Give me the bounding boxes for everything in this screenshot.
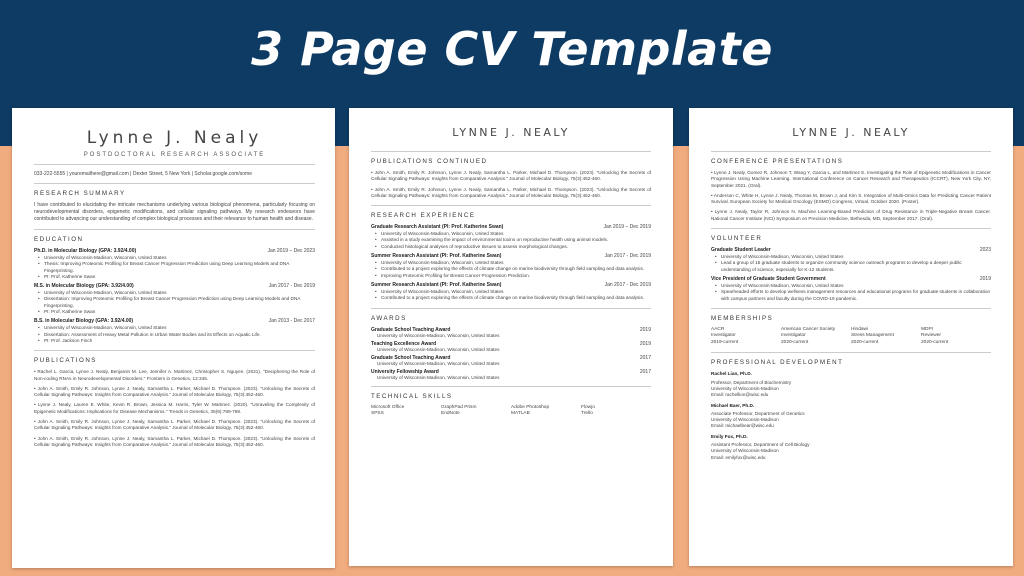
- entry-title: University Fellowship Award: [371, 368, 439, 375]
- divider: [371, 205, 651, 206]
- membership-cell: Reviewer: [921, 333, 941, 339]
- bullet-item: • Thesis: Improving Proteomic Profiling for Breast Cancer Progression Prediction using Deep Learning Models and DNA Fingerprinting.: [34, 261, 315, 274]
- publication-list: [371, 170, 651, 199]
- divider: [34, 183, 315, 184]
- bullet-item: • Dissertation: Assessment of Heavy Metal Pollution in Urban Water Bodies and its Effects on Aquatic Life.: [34, 332, 315, 338]
- bullet-item: • Lead a group of 15 graduate students to organize community science outreach programs to develop a deeper public understanding of science, especially for K-12 students.: [711, 260, 991, 273]
- membership-cell: 2020-current: [851, 339, 879, 345]
- bullet-item: • PI: Prof. Jackson Finch: [34, 338, 315, 344]
- entry-title: Graduate Student Leader: [711, 247, 771, 254]
- entry-header: [711, 276, 991, 282]
- entry-organization: University of Wisconsin-Madison, Wisconsin, United States: [377, 332, 500, 338]
- skills-grid: [371, 405, 651, 418]
- entry-title: Summer Research Assistant (PI: Prof. Katherine Swan): [371, 281, 502, 288]
- bullet-item: • Contributed to a project exploring the effects of climate change on marine biodiversity through field sampling and data analysis.: [371, 266, 651, 272]
- section-heading-research: RESEARCH EXPERIENCE: [371, 212, 476, 220]
- divider: [34, 164, 315, 165]
- entry-date: 2017: [639, 354, 651, 361]
- bullet-item: • PI: Prof. Katherine Swan: [34, 274, 315, 280]
- section-heading-education: EDUCATION: [34, 236, 84, 243]
- bullet-list: [711, 283, 991, 302]
- reference-name: Rachel Lian, Ph.D.: [711, 371, 752, 377]
- entry-date: Jan 2013 - Dec 2017: [268, 318, 315, 325]
- conference-item: • Anderson C, White H, Lynne J. Nealy, Thomas M, Brown J, and Kim S. Integration of Multi-Omics Data for Predicting Cancer Patient Survival. European Society for Medical Oncology (ESMO) Congress, Virtual, October 2020. (Poster).: [711, 192, 991, 205]
- entry-header: [34, 248, 315, 254]
- section-heading-awards: AWARDS: [371, 314, 407, 322]
- entry-title: Graduate School Teaching Award: [371, 326, 451, 333]
- entry-date: Jan 2017 - Dec 2019: [268, 283, 315, 290]
- bullet-item: • University of Wisconsin-Madison, Wisconsin, United States: [371, 260, 651, 266]
- membership-cell: Investigator: [781, 333, 806, 339]
- membership-cell: 2020-current: [921, 339, 949, 345]
- entry-organization: University of Wisconsin-Madison, Wisconsin, United States: [377, 346, 500, 352]
- bullet-item: • University of Wisconsin-Madison, Wisconsin, United States: [34, 325, 315, 331]
- divider: [34, 229, 315, 230]
- bullet-item: • Assisted in a study examining the impact of environmental toxins on reproductive health using animal models.: [371, 237, 651, 243]
- education-list: [34, 248, 315, 344]
- memberships-grid: [711, 327, 991, 347]
- section-heading-skills: TECHNICAL SKILLS: [371, 392, 453, 400]
- reference-line: University of Wisconsin-Madison: [711, 385, 779, 391]
- entry-title: Ph.D. in Molecular Biology (GPA: 3.92/4.00): [34, 248, 137, 254]
- publication-list: [34, 369, 315, 448]
- bullet-item: • Conducted histological analyses of reproductive tissues to assess morphological changes.: [371, 244, 651, 250]
- conference-item: • Lynne J. Nealy, Gomez R, Johnson T, Wang Y, Garcia L, and Martinez E. Investigating the Role of Epigenetic Modifications in Cancer Progression Using Machine Learning. International Conference on Cancer Research and Therapeutics (ICCRT), New York City, NY, September 2021. (Oral).: [711, 170, 991, 188]
- bullet-list: [34, 325, 315, 344]
- bullet-item: • University of Wisconsin-Madison, Wisconsin, United States: [371, 289, 651, 295]
- conference-list: [711, 170, 991, 222]
- headline: 3 Page CV Template: [251, 22, 773, 76]
- divider: [711, 308, 991, 309]
- membership-cell: American Cancer Society: [781, 326, 836, 332]
- volunteer-list: [711, 247, 991, 302]
- reference-line: Email: rachellion@wisc.edu: [711, 392, 769, 398]
- reference-line: Assistant Professor, Department of Cell Biology: [711, 442, 810, 448]
- reference-name: Michael Baer, Ph.D.: [711, 402, 755, 408]
- skill-item: GraphPad Prism: [441, 404, 477, 410]
- reference-name: Emily Fox, Ph.D.: [711, 433, 748, 439]
- publication-item: • John A. Smith, Emily R. Johnson, Lynne J. Nealy, Samantha L. Parker, Michael D. Thompson. (2023). "Unlocking the Secrets of Cellular Signaling Pathways: Insights from Comparative Analysis." Journal of Molecular Biology, 75(3):452-460.: [34, 419, 315, 431]
- membership-cell: Investigator: [711, 333, 736, 339]
- skill-item: EndNote: [441, 411, 460, 417]
- membership-cell: 2019-current: [711, 339, 739, 345]
- publication-item: • John A. Smith, Emily R. Johnson, Lynne J. Nealy, Samantha L. Parker, Michael D. Thompson. (2023). "Unlocking the Secrets of Cellular Signaling Pathways: Insights from Comparative Analysis." Journal of Molecular Biology, 75(3):452-460.: [371, 170, 651, 182]
- section-heading-memberships: MEMBERSHIPS: [711, 314, 774, 322]
- entry-header: [34, 283, 315, 289]
- skill-item: Trello: [581, 411, 593, 417]
- entry-title: Summer Research Assistant (PI: Prof. Katherine Swan): [371, 253, 502, 260]
- entry-date: 2019: [979, 275, 991, 282]
- entry-title: M.S. in Molecular Biology (GPA: 3.92/4.00): [34, 283, 134, 290]
- membership-cell: Hindawi: [851, 326, 869, 332]
- entry-organization: University of Wisconsin-Madison, Wisconsin, United States: [377, 374, 500, 380]
- entry-title: Graduate School Teaching Award: [371, 354, 451, 361]
- bullet-item: • University of Wisconsin-Madison, Wisconsin, United States: [711, 283, 991, 289]
- reference-line: Email: michaelbear@wisc.edu: [711, 423, 774, 429]
- divider: [371, 308, 651, 309]
- skill-item: Microsoft Office: [371, 404, 405, 410]
- cv-page-2: [349, 108, 673, 566]
- publication-item: • John A. Smith, Emily R. Johnson, Lynne J. Nealy, Samantha L. Parker, Michael D. Thompson. (2023). "Unlocking the Secrets of Cellular Signaling Pathways: Insights from Comparative Analysis." Journal of Molecular Biology, 75(3):452-460.: [34, 435, 315, 447]
- cv-page-1: [12, 108, 335, 568]
- reference-line: Email: emilyfox@wisc.edu: [711, 454, 766, 460]
- summary-text: I have contributed to elucidating the intricate mechanisms underlying various biological phenomena, particularly focusing on neurodevelopmental disorders, epigenetic modifications, and cellular signaling pathways. My research endeavors have contributed to advancing our understanding of complex biological processes and their relevance to human health and disease.: [34, 202, 315, 222]
- divider: [711, 151, 991, 152]
- entry-organization: University of Wisconsin-Madison, Wisconsin, United States: [377, 360, 500, 366]
- awards-list: [371, 327, 651, 380]
- divider: [711, 228, 991, 229]
- entry-header: [371, 224, 651, 230]
- membership-cell: 2020-current: [781, 339, 809, 345]
- reference-line: Associate Professor, Department of Genetics: [711, 410, 805, 416]
- divider: [711, 352, 991, 353]
- entry-title: Teaching Excellence Award: [371, 340, 437, 347]
- entry-date: Jan 2017 - Dec 2019: [604, 253, 651, 260]
- entry-header: [371, 253, 651, 259]
- entry-title: Graduate Research Assistant (PI: Prof. Katherine Swan): [371, 224, 504, 231]
- bullet-item: • Contributed to a project exploring the effects of climate change on marine biodiversity through field sampling and data analysis.: [371, 295, 651, 301]
- reference-line: University of Wisconsin-Madison: [711, 448, 779, 454]
- reference-line: Professor, Department of Biochemistry: [711, 379, 792, 385]
- entry-date: Jan 2019 – Dec 2019: [603, 224, 651, 231]
- section-heading-conferences: CONFERENCE PRESENTATIONS: [711, 158, 844, 165]
- bullet-item: • University of Wisconsin-Madison, Wisconsin, United States: [711, 254, 991, 260]
- bullet-item: • Spearheaded efforts to develop wellness management resources and educational programs for graduate students in collaboration with campus partners and faculty during the COVID-19 pandemic.: [711, 289, 991, 302]
- contact-line: 033-222-5555 | youremailhere@gmail.com | Dexter Street, 5 New York | Scholar.google.com/some: [34, 171, 252, 177]
- bullet-list: [711, 254, 991, 273]
- bullet-item: • University of Wisconsin-Madison, Wisconsin, United States: [34, 290, 315, 296]
- bullet-item: • University of Wisconsin-Madison, Wisconsin, United States: [371, 231, 651, 237]
- skill-item: SPSS: [371, 411, 384, 417]
- bullet-item: • Dissertation: Improving Proteomic Profiling for Breast Cancer Progression Prediction using Deep Learning Models and DNA Fingerprinting.: [34, 296, 315, 309]
- cv-name: LYNNE J. NEALY: [792, 126, 910, 139]
- section-heading-publications-continued: PUBLICATIONS CONTINUED: [371, 158, 488, 165]
- publication-item: • Lynne J. Nealy, Lauren E. White, Kevin R. Brown, Jessica M. Harris, Tyler W. Martinez. (2020). "Unraveling the Complexity of Epigenetic Modifications: Implications for Disease Mechanisms." Trends in Genetics, 35(9):789-798.: [34, 402, 315, 414]
- skill-item: Flowjo: [581, 404, 595, 410]
- publication-item: • John A. Smith, Emily R. Johnson, Lynne J. Nealy, Samantha L. Parker, Michael D. Thompson. (2023). "Unlocking the Secrets of Cellular Signaling Pathways: Insights from Comparative Analysis." Journal of Molecular Biology, 75(3):452-460.: [371, 186, 651, 198]
- section-heading-publications: PUBLICATIONS: [34, 357, 97, 365]
- skill-item: MATLAB: [511, 411, 530, 417]
- conference-item: • Lynne J. Nealy, Taylor R, Johnson N. Machine Learning-Based Prediction of Drug Resistance in Triple-Negative Breast Cancer. National Cancer Institute (NCI) Symposium on Precision Medicine, Bethesda, MD, September 2017. (Oral).: [711, 209, 991, 221]
- divider: [34, 350, 315, 351]
- bullet-list: [371, 260, 651, 279]
- cv-name: LYNNE J. NEALY: [452, 126, 570, 139]
- section-heading-professional-development: PROFESSIONAL DEVELOPMENT: [711, 359, 844, 367]
- entry-header: [371, 282, 651, 288]
- reference-list: [711, 371, 991, 461]
- entry-title: Vice President of Graduate Student Government: [711, 275, 826, 282]
- entry-title: B.S. in Molecular Biology (GPA: 3.92/4.00): [34, 318, 134, 325]
- entry-date: Jan 2017 - Dec 2019: [604, 281, 651, 288]
- divider: [371, 151, 651, 152]
- bullet-list: [371, 289, 651, 302]
- bullet-list: [34, 255, 315, 280]
- bullet-list: [371, 231, 651, 250]
- entry-header: [711, 247, 991, 253]
- divider: [371, 386, 651, 387]
- reference-contact: [711, 371, 991, 398]
- skill-item: Adobe Photoshop: [511, 404, 550, 410]
- research-list: [371, 224, 651, 301]
- entry-date: 2023: [979, 247, 991, 254]
- bullet-item: • Improving Proteomic Profiling for Breast Cancer Progression Prediction.: [371, 273, 651, 279]
- reference-contact: [711, 434, 991, 461]
- cv-page-3: [689, 108, 1013, 566]
- membership-cell: AACR: [711, 326, 725, 332]
- cv-name: Lynne J. Nealy: [86, 128, 263, 148]
- entry-date: 2017: [639, 368, 651, 375]
- reference-line: University of Wisconsin-Madison: [711, 417, 779, 423]
- entry-header: [34, 318, 315, 324]
- entry-date: 2019: [639, 326, 651, 333]
- entry-date: Jan 2019 – Dec 2023: [267, 248, 315, 254]
- entry-date: 2019: [639, 340, 651, 347]
- publication-item: • John A. Smith, Emily R. Johnson, Lynne J. Nealy, Samantha L. Parker, Michael D. Thompson. (2023). "Unlocking the Secrets of Cellular Signaling Pathways: Insights from Comparative Analysis." Journal of Molecular Biology, 75(3):452-460.: [34, 385, 315, 398]
- section-heading-summary: RESEARCH SUMMARY: [34, 190, 126, 197]
- bullet-item: • PI: Prof. Katherine Swan: [34, 309, 315, 315]
- publication-item: • Rachel L. Garcia, Lynne J. Nealy, Benjamin M. Lee, Jennifer A. Martinez, Christopher S. Nguyen. (2021). "Deciphering the Role of Non-coding RNAs in Neurodevelopmental Disorders." Frontiers in Genetics, 12:345.: [34, 369, 315, 381]
- cv-subtitle: POSTDOCTORAL RESEARCH ASSOCIATE: [83, 152, 266, 158]
- bullet-item: • University of Wisconsin-Madison, Wisconsin, United States: [34, 255, 315, 261]
- section-heading-volunteer: VOLUNTEER: [711, 235, 763, 243]
- membership-cell: MDPI: [921, 326, 933, 332]
- bullet-list: [34, 290, 315, 315]
- reference-contact: [711, 403, 991, 430]
- membership-cell: Stress Management: [851, 333, 894, 339]
